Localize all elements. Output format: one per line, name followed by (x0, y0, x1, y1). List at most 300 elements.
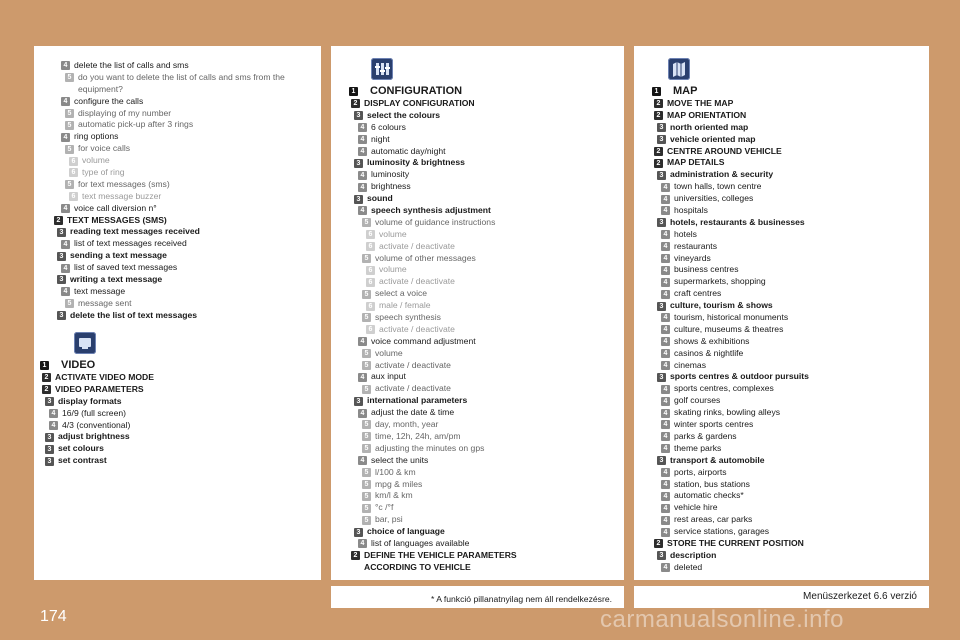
menu-item-label: brightness (371, 181, 411, 192)
menu-item-label: writing a text message (70, 274, 163, 285)
menu-item-label: voice call diversion n° (74, 202, 157, 213)
menu-item-continuation: equipment? (78, 83, 123, 94)
menu-item-level-5 (349, 312, 624, 324)
menu-item-label: select the units (371, 454, 429, 465)
level-badge: 4 (61, 204, 70, 213)
menu-item-label: 4/3 (conventional) (62, 419, 131, 430)
menu-item-label: activate / deactivate (375, 383, 451, 394)
menu-item-level-5 (349, 431, 624, 443)
menu-item-level-6 (349, 300, 624, 312)
level-badge: 3 (657, 135, 666, 144)
level-badge: 5 (362, 349, 371, 358)
menu-item-level-3 (349, 157, 624, 169)
menu-item-level-3 (652, 455, 929, 467)
level-badge: 5 (362, 480, 371, 489)
menu-item-label: volume (379, 264, 407, 275)
menu-item-level-4 (652, 407, 929, 419)
menu-item-level-5 (349, 502, 624, 514)
menu-item-label: °c /°f (375, 502, 394, 513)
level-badge: 2 (654, 147, 663, 156)
level-badge: 4 (358, 409, 367, 418)
menu-item-label: restaurants (674, 240, 717, 251)
menu-item-label: cinemas (674, 359, 706, 370)
menu-item-level-1 (40, 358, 321, 372)
level-badge: 3 (57, 228, 66, 237)
menu-item-level-3 (40, 455, 321, 467)
level-badge: 4 (358, 206, 367, 215)
level-badge: 3 (45, 457, 54, 466)
menu-item-label: MAP DETAILS (667, 157, 725, 168)
menu-item-label: for voice calls (78, 143, 131, 154)
menu-item-label: type of ring (82, 167, 125, 178)
menu-item-label: 6 colours (371, 121, 406, 132)
menu-item-level-4 (349, 538, 624, 550)
level-badge: 1 (652, 87, 661, 96)
menu-item-label: skating rinks, bowling alleys (674, 407, 781, 418)
level-badge: 4 (61, 240, 70, 249)
menu-item-level-4 (652, 181, 929, 193)
menu-item-level-4 (349, 134, 624, 146)
level-badge: 6 (366, 278, 375, 287)
level-badge: 4 (661, 278, 670, 287)
level-badge: 3 (57, 311, 66, 320)
menu-item-label: reading text messages received (70, 226, 200, 237)
menu-item-label: bar, psi (375, 514, 403, 525)
menu-item-label: VIDEO (61, 359, 96, 371)
level-badge: 4 (661, 528, 670, 537)
menu-item-level-2 (40, 384, 321, 396)
level-badge: 4 (49, 421, 58, 430)
menu-item-level-4 (52, 131, 321, 143)
level-badge: 1 (349, 87, 358, 96)
menu-item-label: hotels (674, 228, 697, 239)
level-badge: 4 (358, 135, 367, 144)
menu-item-level-4 (652, 241, 929, 253)
menu-item-label: speech synthesis (375, 312, 441, 323)
menu-item-level-5 (349, 514, 624, 526)
menu-item-level-4 (52, 238, 321, 250)
menu-item-label: adjust the date & time (371, 407, 455, 418)
menu-item-label: casinos & nightlife (674, 347, 744, 358)
level-badge: 3 (354, 528, 363, 537)
menu-item-level-5 (349, 217, 624, 229)
menu-item-level-4 (652, 443, 929, 455)
menu-item-label: configure the calls (74, 95, 144, 106)
level-badge: 3 (354, 397, 363, 406)
menu-item-level-1 (652, 84, 929, 98)
level-badge: 3 (354, 195, 363, 204)
level-badge: 2 (351, 99, 360, 108)
menu-item-label: CONFIGURATION (370, 85, 463, 97)
menu-item-level-2 (349, 98, 624, 110)
menu-item-label: list of text messages received (74, 238, 187, 249)
video-menu-tree (40, 358, 321, 467)
level-badge: 2 (654, 539, 663, 548)
watermark: carmanualsonline.info (600, 606, 844, 633)
level-badge: 5 (65, 145, 74, 154)
menu-item-level-5 (349, 348, 624, 360)
level-badge: 3 (657, 373, 666, 382)
menu-item-level-4 (40, 420, 321, 432)
menu-item-level-4 (652, 490, 929, 502)
menu-item-level-4 (52, 286, 321, 298)
menu-item-level-3 (52, 250, 321, 262)
menu-item-level-3 (652, 169, 929, 181)
level-badge: 3 (657, 123, 666, 132)
level-badge: 4 (661, 563, 670, 572)
level-badge: 4 (661, 254, 670, 263)
version-label (634, 586, 929, 608)
menu-item-level-4 (652, 479, 929, 491)
level-badge: 3 (45, 445, 54, 454)
menu-item-level-4 (652, 348, 929, 360)
level-badge: 4 (661, 337, 670, 346)
menu-item-label: speech synthesis adjustment (371, 205, 491, 216)
menu-item-level-4 (349, 169, 624, 181)
menu-item-level-3 (349, 193, 624, 205)
level-badge: 6 (366, 266, 375, 275)
level-badge: 3 (657, 218, 666, 227)
menu-item-label: male / female (379, 300, 431, 311)
middle-panel (331, 46, 624, 580)
menu-item-level-3 (349, 395, 624, 407)
menu-item-label: winter sports centres (674, 419, 754, 430)
menu-item-label: vehicle oriented map (670, 133, 756, 144)
menu-item-level-3 (652, 122, 929, 134)
menu-item-level-3 (349, 526, 624, 538)
video-menu-icon (74, 332, 96, 354)
menu-item-label: tourism, historical monuments (674, 312, 789, 323)
level-badge: 4 (358, 373, 367, 382)
level-badge: 4 (61, 133, 70, 142)
level-badge: 3 (657, 171, 666, 180)
level-badge: 4 (61, 264, 70, 273)
menu-item-label: MAP (673, 85, 698, 97)
level-badge: 5 (362, 444, 371, 453)
level-badge: 2 (42, 385, 51, 394)
menu-item-level-4 (349, 146, 624, 158)
level-badge: 4 (49, 409, 58, 418)
level-badge: 4 (661, 444, 670, 453)
level-badge: 2 (654, 159, 663, 168)
menu-item-label: station, bus stations (674, 478, 750, 489)
menu-item-label: luminosity (371, 169, 410, 180)
menu-item-label: volume (375, 347, 403, 358)
menu-item-level-4 (652, 431, 929, 443)
level-badge: 6 (69, 168, 78, 177)
menu-item-level-2 (652, 538, 929, 550)
menu-item-level-4 (52, 96, 321, 108)
configuration-menu-tree (349, 84, 624, 574)
menu-item-label: do you want to delete the list of calls and sms from the (78, 71, 285, 82)
level-badge: 4 (661, 230, 670, 239)
level-badge: 6 (366, 302, 375, 311)
menu-item-label: hospitals (674, 205, 708, 216)
level-badge: 4 (661, 313, 670, 322)
menu-item-level-5 (349, 360, 624, 372)
menu-item-label: activate / deactivate (379, 323, 455, 334)
menu-item-level-5 (349, 288, 624, 300)
menu-item-level-5 (52, 72, 321, 84)
menu-item-label: ring options (74, 131, 119, 142)
level-badge: 5 (362, 516, 371, 525)
menu-item-level-4 (652, 360, 929, 372)
level-badge: 5 (362, 504, 371, 513)
menu-item-label: text message buzzer (82, 190, 162, 201)
menu-item-label: adjusting the minutes on gps (375, 442, 485, 453)
level-badge: 5 (65, 121, 74, 130)
menu-item-level-5 (349, 479, 624, 491)
menu-item-level-4 (349, 336, 624, 348)
menu-item-level-2 (52, 215, 321, 227)
level-badge: 4 (661, 397, 670, 406)
level-badge: 4 (358, 147, 367, 156)
level-badge: 4 (661, 183, 670, 192)
menu-item-level-3 (652, 371, 929, 383)
level-badge: 4 (661, 420, 670, 429)
menu-item-level-1 (349, 84, 624, 98)
menu-item-level-3 (652, 550, 929, 562)
footnote-text: * A funkció pillanatnyilag nem áll rendelkezésre. (430, 594, 612, 604)
menu-item-level-5 (349, 383, 624, 395)
menu-item-level-6 (52, 155, 321, 167)
menu-item-label: ports, airports (674, 466, 727, 477)
level-badge: 5 (362, 432, 371, 441)
menu-item-label: hotels, restaurants & businesses (670, 216, 805, 227)
menu-item-label: MAP ORIENTATION (667, 109, 747, 120)
menu-item-label: DISPLAY CONFIGURATION (364, 98, 475, 108)
menu-item-level-4 (349, 205, 624, 217)
menu-item-level-5 (349, 443, 624, 455)
level-badge: 4 (661, 290, 670, 299)
menu-item-label: administration & security (670, 169, 774, 180)
level-badge: 5 (362, 218, 371, 227)
menu-item-level-4 (52, 60, 321, 72)
menu-item-label: time, 12h, 24h, am/pm (375, 430, 461, 441)
menu-item-label: message sent (78, 297, 132, 308)
menu-item-label: mpg & miles (375, 478, 423, 489)
menu-item-label: displaying of my number (78, 107, 172, 118)
level-badge: 5 (65, 299, 74, 308)
level-badge: 5 (362, 385, 371, 394)
menu-item-level-5 (52, 108, 321, 120)
menu-item-label: night (371, 133, 390, 144)
menu-item-level-4 (652, 502, 929, 514)
menu-item-level-4 (652, 205, 929, 217)
menu-item-level-6 (349, 264, 624, 276)
level-badge: 3 (657, 302, 666, 311)
menu-item-level-3 (40, 443, 321, 455)
menu-item-level-2 (652, 110, 929, 122)
menu-item-label: universities, colleges (674, 193, 754, 204)
level-badge: 4 (661, 480, 670, 489)
level-badge: 4 (661, 385, 670, 394)
level-badge: 3 (57, 252, 66, 261)
menu-item-label: ACTIVATE VIDEO MODE (55, 372, 154, 382)
menu-item-label: adjust brightness (58, 431, 130, 442)
menu-item-level-4 (652, 276, 929, 288)
menu-item-level-5 (349, 467, 624, 479)
telephone-menu-tree (52, 60, 321, 322)
menu-item-label: list of saved text messages (74, 262, 178, 273)
menu-item-level-4 (40, 408, 321, 420)
level-badge: 3 (354, 111, 363, 120)
menu-item-level-4 (349, 455, 624, 467)
level-badge: 4 (661, 492, 670, 501)
menu-item-label: set contrast (58, 455, 107, 466)
menu-item-level-5 (52, 298, 321, 310)
menu-item-label: volume (82, 155, 110, 166)
left-panel (34, 46, 321, 580)
level-badge: 4 (661, 206, 670, 215)
menu-item-level-2 (652, 146, 929, 158)
menu-item-level-4 (349, 122, 624, 134)
menu-item-label: delete the list of calls and sms (74, 60, 189, 70)
level-badge: 4 (661, 504, 670, 513)
menu-item-level-5 (52, 143, 321, 155)
menu-item-label: select the colours (367, 109, 441, 120)
menu-item-level-6 (349, 241, 624, 253)
menu-item-level-3 (40, 431, 321, 443)
page-number: 174 (40, 608, 67, 625)
menu-item-level-5 (52, 179, 321, 191)
level-badge: 2 (351, 551, 360, 560)
level-badge: 4 (661, 325, 670, 334)
level-badge: 4 (61, 97, 70, 106)
level-badge: 4 (661, 468, 670, 477)
menu-item-label: north oriented map (670, 121, 749, 132)
level-badge: 4 (661, 516, 670, 525)
level-badge: 4 (358, 337, 367, 346)
menu-item-label: activate / deactivate (375, 359, 451, 370)
menu-item-label: golf courses (674, 395, 721, 406)
menu-item-level-4 (652, 288, 929, 300)
menu-item-level-4 (652, 395, 929, 407)
level-badge: 1 (40, 361, 49, 370)
menu-item-level-3 (40, 396, 321, 408)
menu-item-label: luminosity & brightness (367, 157, 465, 168)
menu-item-label: MOVE THE MAP (667, 98, 734, 108)
menu-item-label: display formats (58, 395, 122, 406)
menu-item-label: activate / deactivate (379, 240, 455, 251)
menu-item-label: automatic pick-up after 3 rings (78, 119, 194, 130)
menu-item-label: text message (74, 285, 126, 296)
menu-item-level-4 (349, 371, 624, 383)
menu-item-level-4 (652, 312, 929, 324)
menu-item-label: town halls, town centre (674, 181, 762, 192)
menu-item-label: voice command adjustment (371, 335, 476, 346)
level-badge: 4 (661, 242, 670, 251)
menu-item-level-5 (349, 253, 624, 265)
menu-item-label: volume (379, 228, 407, 239)
menu-item-label: STORE THE CURRENT POSITION (667, 537, 804, 548)
version-text: Menüszerkezet 6.6 verzió (803, 591, 917, 602)
map-menu-icon (668, 58, 690, 80)
level-badge: 5 (362, 313, 371, 322)
menu-item-label: vehicle hire (674, 502, 718, 513)
menu-item-label: sending a text message (70, 250, 167, 261)
menu-item-level-4 (652, 514, 929, 526)
menu-item-label: list of languages available (371, 537, 470, 548)
menu-item-level-4 (652, 526, 929, 538)
menu-item-level-6 (349, 229, 624, 241)
level-badge: 3 (354, 159, 363, 168)
configuration-menu-icon (371, 58, 393, 80)
level-badge: 4 (661, 361, 670, 370)
level-badge: 5 (362, 254, 371, 263)
menu-item-level-4 (652, 419, 929, 431)
level-badge: 6 (366, 325, 375, 334)
menu-item-level-3 (652, 217, 929, 229)
level-badge: 5 (362, 468, 371, 477)
menu-item-level-2 (40, 372, 321, 384)
menu-item-level-4 (349, 407, 624, 419)
menu-item-label: DEFINE THE VEHICLE PARAMETERS (364, 549, 517, 560)
menu-item-label: TEXT MESSAGES (SMS) (67, 214, 167, 225)
menu-item-label: craft centres (674, 288, 722, 299)
level-badge: 5 (362, 290, 371, 299)
menu-item-level-5 (349, 490, 624, 502)
menu-item-level-4 (652, 324, 929, 336)
menu-item-label: business centres (674, 264, 739, 275)
menu-item-label: sound (367, 193, 393, 204)
menu-item-label: international parameters (367, 395, 468, 406)
menu-item-level-3 (52, 226, 321, 238)
level-badge: 5 (65, 180, 74, 189)
level-badge: 2 (654, 111, 663, 120)
level-badge: 4 (61, 287, 70, 296)
level-badge: 4 (358, 183, 367, 192)
menu-item-label: vineyards (674, 252, 711, 263)
level-badge: 3 (657, 551, 666, 560)
menu-item-level-2 (652, 98, 929, 110)
level-badge: 4 (661, 409, 670, 418)
menu-item-label: sports centres, complexes (674, 383, 774, 394)
menu-item-level-2 (652, 157, 929, 169)
map-menu-tree (652, 84, 929, 574)
level-badge: 2 (42, 373, 51, 382)
menu-item-label: volume of guidance instructions (375, 216, 496, 227)
menu-item-label: supermarkets, shopping (674, 276, 766, 287)
menu-item-level-4 (52, 203, 321, 215)
menu-item-level-3 (349, 110, 624, 122)
menu-item-level-4 (652, 383, 929, 395)
level-badge: 4 (661, 266, 670, 275)
menu-item-label: transport & automobile (670, 454, 765, 465)
menu-item-level-5 (52, 119, 321, 131)
menu-item-label: choice of language (367, 526, 445, 537)
menu-item-level-4 (652, 253, 929, 265)
menu-item-level-4 (349, 181, 624, 193)
menu-item-label: l/100 & km (375, 466, 416, 477)
menu-item-level-3 (652, 134, 929, 146)
level-badge: 3 (57, 275, 66, 284)
menu-item-label: automatic checks* (674, 490, 744, 501)
menu-item-label: parks & gardens (674, 430, 737, 441)
menu-item-label: automatic day/night (371, 145, 446, 156)
menu-item-continuation: ACCORDING TO VEHICLE (364, 561, 471, 572)
menu-item-level-4 (52, 262, 321, 274)
menu-item-level-4 (652, 229, 929, 241)
menu-item-label: culture, tourism & shows (670, 300, 773, 311)
menu-item-label: 16/9 (full screen) (62, 407, 127, 418)
menu-item-label: set colours (58, 443, 104, 454)
menu-item-label: CENTRE AROUND VEHICLE (667, 145, 782, 156)
menu-item-label: delete the list of text messages (70, 309, 198, 320)
level-badge: 2 (54, 216, 63, 225)
level-badge: 5 (65, 73, 74, 82)
menu-item-level-4 (652, 562, 929, 574)
